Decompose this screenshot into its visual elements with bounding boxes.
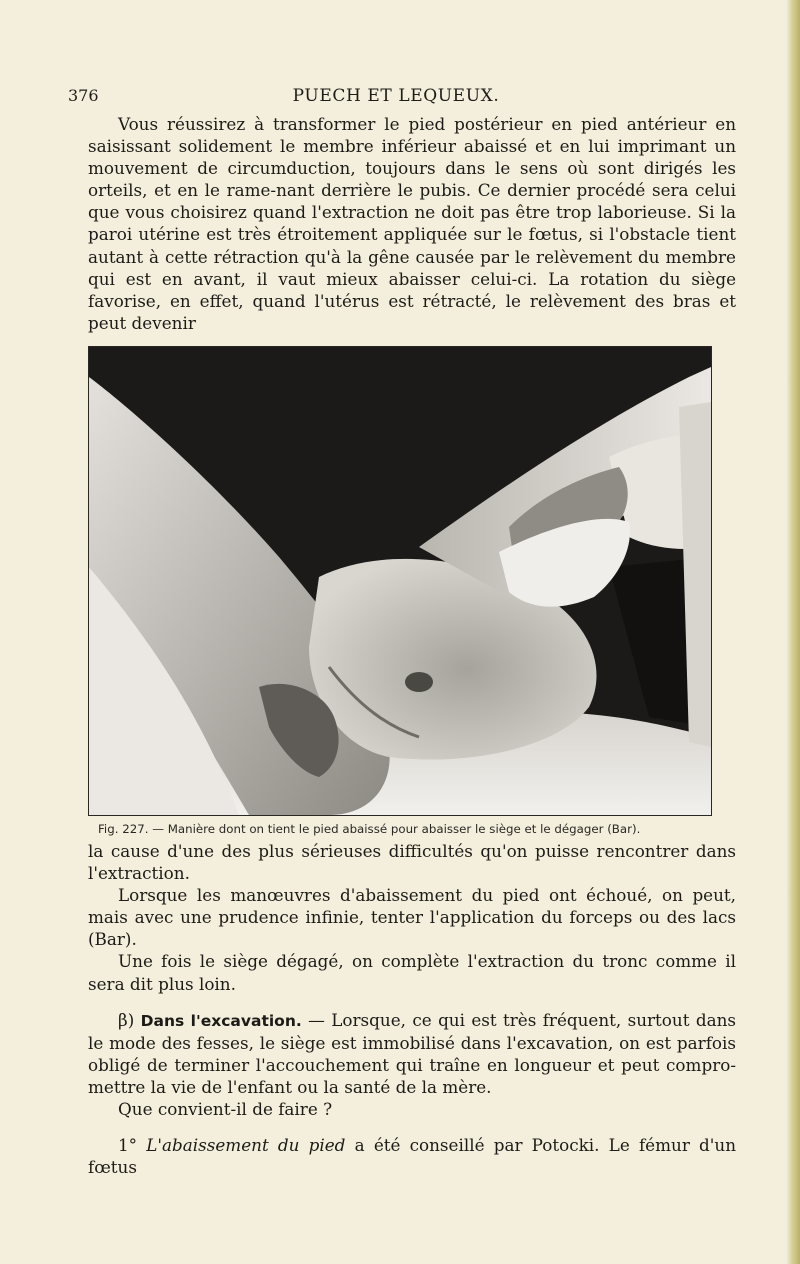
figure-caption: Fig. 227. — Manière dont on tient le pied abaissé pour abaisser le siège et le dégager (Bar). xyxy=(98,822,641,836)
paragraph-tronc: Une fois le siège dégagé, on complète l'extraction du tronc comme il sera dit plus loin. xyxy=(88,951,736,994)
paragraph-excavation xyxy=(88,1009,736,1098)
item-italic-term: L'abaissement du pied xyxy=(146,1135,346,1156)
paragraph-forceps: Lorsque les manœuvres d'abaissement du pied ont échoué, on peut, mais avec une prudence infinie, tenter l'application du forceps ou des lacs (Bar). xyxy=(88,885,736,950)
page-header xyxy=(58,86,734,108)
paragraph-abaissement xyxy=(88,1134,736,1178)
section-body: — Lorsque, ce qui est très fréquent, surtout dans le mode des fesses, le siège est immobilisé dans l'excavation, on est parfois obligé de terminer l'accouchement qui traîne en longueur et peut compro-mettre la vie de l'enfant ou la santé de la mère. xyxy=(88,1009,736,1097)
item-number: 1° xyxy=(118,1135,138,1156)
paragraph-top: Vous réussirez à transformer le pied postérieur en pied antérieur en saisissant solidement le membre inférieur abaissé et en lui imprimant un mouvement de circumduction, toujours dans le sens où sont dirigés les orteils, et en le rame-nant derrière le pubis. Ce dernier procédé sera celui que vous choisirez quand l'extraction ne doit pas être trop laborieuse. Si la paroi utérine est très étroitement appliquée sur le fœtus, si l'obstacle tient autant à cette rétraction qu'à la gêne causée par le relèvement du membre qui est en avant, il vaut mieux abaisser celui-ci. La rotation du siège favorise, en effet, quand l'utérus est rétracté, le relèvement des bras et peut devenir xyxy=(88,114,736,333)
item-body: a été conseillé par Potocki. Le fémur d'un fœtus xyxy=(88,1135,736,1178)
top-text-block xyxy=(88,113,736,334)
photo-illustration xyxy=(89,347,711,815)
page-number: 376 xyxy=(68,86,99,105)
paragraph-question: Que convient-il de faire ? xyxy=(118,1099,333,1120)
running-head: PUECH ET LEQUEUX. xyxy=(292,86,500,106)
section-marker: β) xyxy=(118,1009,135,1030)
section-heading: Dans l'excavation. xyxy=(140,1011,302,1030)
figure-photo xyxy=(88,346,712,816)
paragraph-continuation: la cause d'une des plus sérieuses difficultés qu'on puisse rencontrer dans l'extraction. xyxy=(88,841,736,884)
page-edge xyxy=(786,0,800,1264)
bottom-text-block xyxy=(88,840,736,1178)
